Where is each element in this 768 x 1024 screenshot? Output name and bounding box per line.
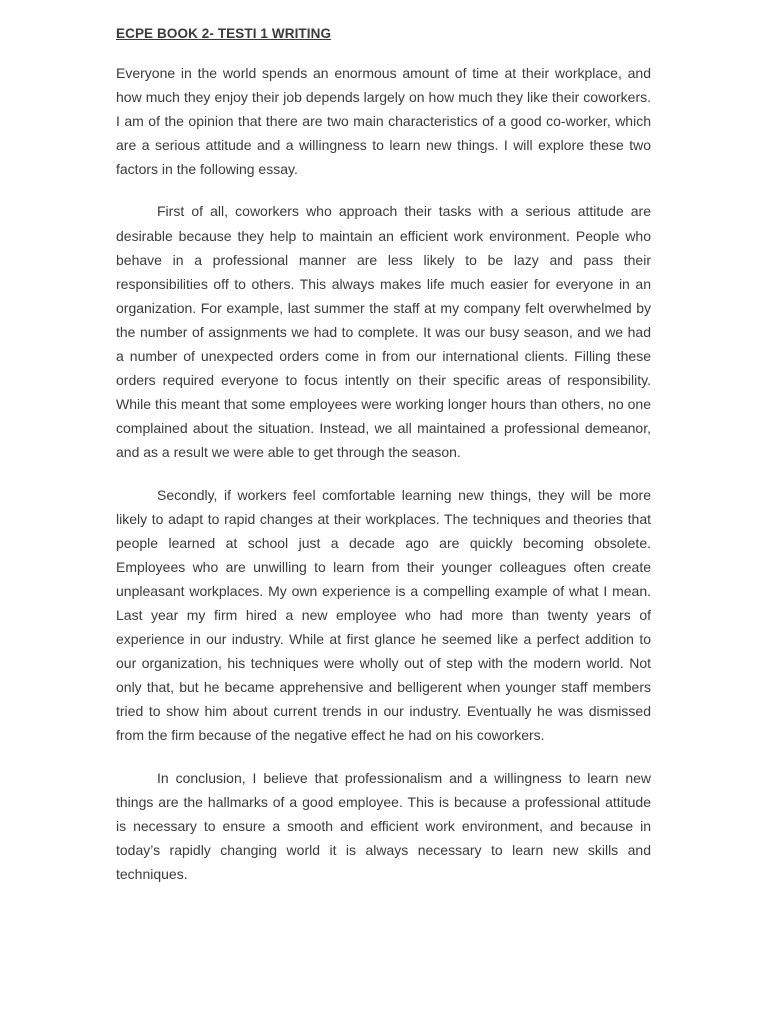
paragraph-introduction: Everyone in the world spends an enormous amount of time at their workplace, and how much they enjoy their job depends largely on how much they like their coworkers. I am of the opinion that there are two main characteristics of a good co-worker, which are a serious attitude and a willingness to learn new things. I will explore these two factors in the following essay. (116, 65, 651, 178)
paragraph-conclusion: In conclusion, I believe that professionalism and a willingness to learn new things are the hallmarks of a good employee. This is because a professional attitude is necessary to ensure a smooth and efficient work environment, and because in today’s rapidly changing world it is always necessary to learn new skills and techniques. (116, 769, 651, 882)
document-title: ECPE BOOK 2- TESTI 1 WRITING (116, 26, 332, 41)
document-body (116, 24, 651, 904)
paragraph-serious-attitude: First of all, coworkers who approach their tasks with a serious attitude are desirable because they help to maintain an efficient work environment. People who behave in a professional manner are less likely to be lazy and pass their responsibilities off to others. This always makes life much easier for everyone in an organization. For example, last summer the staff at my company felt overwhelmed by the number of assignments we had to complete. It was our busy season, and we had a number of unexpected orders come in from our international clients. Filling these orders required everyone to focus intently on their specific areas of responsibility. While this meant that some employees were working longer hours than others, no one complained about the situation. Instead, we all maintained a professional demeanor, and as a result we were able to get through the season. (116, 203, 651, 461)
paragraph-willingness-to-learn: Secondly, if workers feel comfortable learning new things, they will be more likely to adapt to rapid changes at their workplaces. The techniques and theories that people learned at school just a decade ago are quickly becoming obsolete. Employees who are unwilling to learn from their younger colleagues often create unpleasant workplaces. My own experience is a compelling example of what I mean. Last year my firm hired a new employee who had more than twenty years of experience in our industry. While at first glance he seemed like a perfect addition to our organization, his techniques were wholly out of step with the modern world. Not only that, but he became apprehensive and belligerent when younger staff members tried to show him about current trends in our industry. Eventually he was dismissed from the firm because of the negative effect he had on his coworkers. (116, 486, 651, 744)
